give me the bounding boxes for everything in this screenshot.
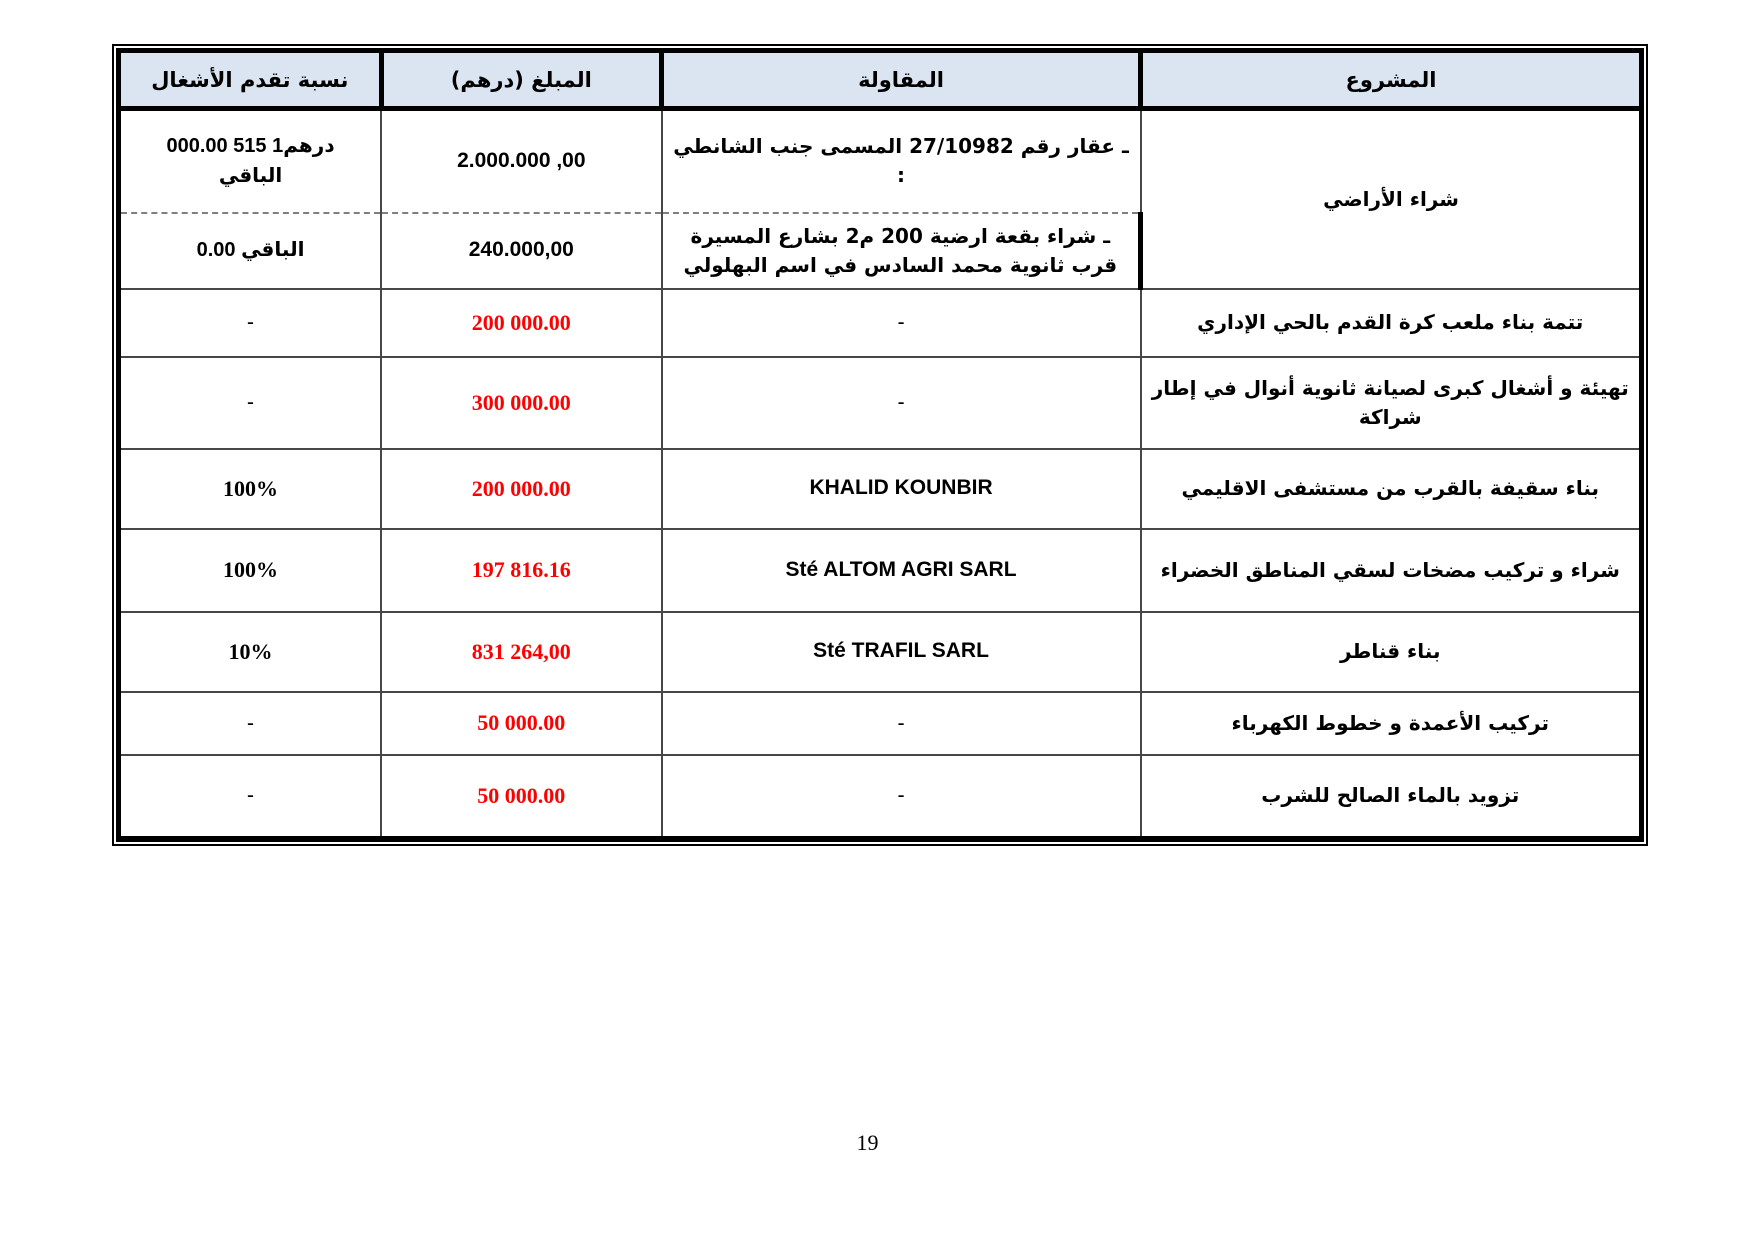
- table-row: [119, 357, 1642, 449]
- contractor-cell: -: [662, 755, 1141, 839]
- project-cell: بناء سقيفة بالقرب من مستشفى الاقليمي: [1141, 449, 1642, 529]
- contractor-cell: [662, 612, 1141, 692]
- amount-value: 200 000.00: [471, 309, 571, 335]
- progress-cell: -: [119, 692, 382, 755]
- progress-value: 10%: [228, 638, 273, 664]
- column-header-progress: نسبة تقدم الأشغال: [119, 51, 382, 109]
- contractor-cell: [662, 529, 1141, 612]
- progress-cell: -: [119, 755, 382, 839]
- contractor-cell: -: [662, 289, 1141, 357]
- progress-cell: [119, 612, 382, 692]
- progress-value: 100%: [223, 475, 279, 501]
- project-cell: شراء و تركيب مضخات لسقي المناطق الخضراء: [1141, 529, 1642, 612]
- amount-value: 50 000.00: [477, 782, 566, 808]
- amount-cell: [381, 529, 662, 612]
- progress-cell: -: [119, 289, 382, 357]
- progress-remainder-label: الباقي: [218, 163, 283, 188]
- amount-cell: [381, 612, 662, 692]
- table-row: [119, 755, 1642, 839]
- amount-cell: [381, 692, 662, 755]
- amount-cell: [381, 213, 662, 289]
- contractor-cell: [662, 449, 1141, 529]
- contractor-text: ـ عقار رقم 27/10982 المسمى جنب الشانطي: [673, 134, 1129, 159]
- progress-cell: [119, 529, 382, 612]
- project-cell: تزويد بالماء الصالح للشرب: [1141, 755, 1642, 839]
- table-row: [119, 529, 1642, 612]
- amount-cell: [381, 755, 662, 839]
- amount-cell: [381, 357, 662, 449]
- table-row: [119, 109, 1642, 213]
- project-cell: بناء قناطر: [1141, 612, 1642, 692]
- project-cell: تركيب الأعمدة و خطوط الكهرباء: [1141, 692, 1642, 755]
- contractor-cell: -: [662, 692, 1141, 755]
- column-header-amount: المبلغ (درهم): [381, 51, 662, 109]
- amount-value: 831 264,00: [471, 638, 571, 664]
- progress-cell: -: [119, 357, 382, 449]
- contractor-name: Sté ALTOM AGRI SARL: [785, 557, 1017, 581]
- contractor-cell: [662, 109, 1141, 213]
- amount-value: 197 816.16: [471, 557, 571, 583]
- amount-value: 2.000.000 ,00: [457, 149, 586, 173]
- amount-value: 50 000.00: [477, 710, 566, 736]
- contractor-colon: :: [897, 163, 906, 188]
- amount-cell: [381, 289, 662, 357]
- amount-value: 200 000.00: [471, 475, 571, 501]
- project-cell: شراء الأراضي: [1141, 109, 1642, 289]
- column-header-project: المشروع: [1141, 51, 1642, 109]
- amount-cell: [381, 109, 662, 213]
- project-cell: تتمة بناء ملعب كرة القدم بالحي الإداري: [1141, 289, 1642, 357]
- amount-value: 240.000,00: [468, 238, 574, 262]
- progress-remainder-amount: درهم1 515 000.00: [166, 135, 335, 158]
- table-row: [119, 289, 1642, 357]
- progress-cell: الباقي 0.00: [119, 213, 382, 289]
- progress-cell: [119, 109, 382, 213]
- table-row: [119, 449, 1642, 529]
- header-row: [119, 51, 1642, 109]
- amount-value: 300 000.00: [471, 389, 571, 415]
- table-row: [119, 612, 1642, 692]
- progress-cell: [119, 449, 382, 529]
- projects-table-frame: [112, 44, 1648, 846]
- contractor-cell: -: [662, 357, 1141, 449]
- contractor-cell: ـ شراء بقعة ارضية 200 م2 بشارع المسيرة قرب ثانوية محمد السادس في اسم البهلولي: [662, 213, 1141, 289]
- table-row: [119, 692, 1642, 755]
- contractor-name: Sté TRAFIL SARL: [813, 639, 989, 663]
- project-cell: تهيئة و أشغال كبرى لصيانة ثانوية أنوال في إطار شراكة: [1141, 357, 1642, 449]
- progress-value: 100%: [223, 557, 279, 583]
- column-header-contractor: المقاولة: [662, 51, 1141, 109]
- page-number: 19: [856, 1130, 879, 1155]
- projects-table: [116, 48, 1644, 842]
- contractor-name: KHALID KOUNBIR: [809, 476, 993, 500]
- amount-cell: [381, 449, 662, 529]
